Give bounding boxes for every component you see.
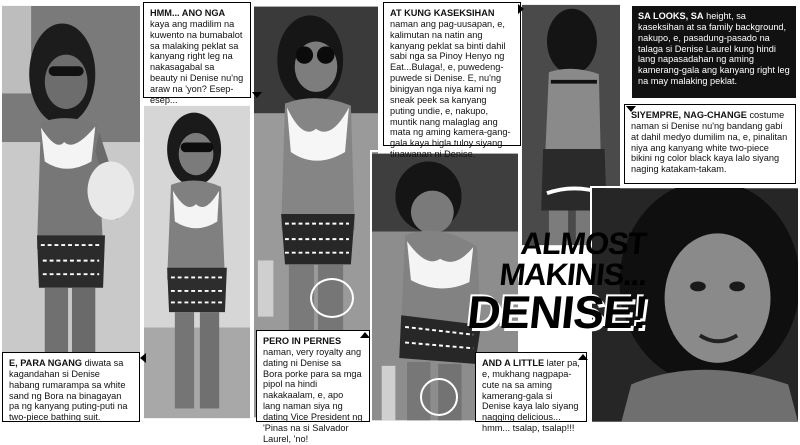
pointer-triangle-icon	[578, 354, 588, 360]
caption-top-center	[383, 2, 521, 160]
caption-top-right-lead: SA LOOKS, SA	[638, 11, 704, 21]
caption-bottom-mid-body: later pa, e, mukhang nagpapa-cute na sa aming kamerang-gala si Denise kaya lalo siyang nagging delicious... hmm... tsalap, tsalap!!!	[482, 358, 580, 434]
caption-bottom-center-body: naman, very royalty ang dating ni Denise sa Bora porke para sa mga pipol na hindi nakakaalam, e, apo lang naman siya ng dating Vice President ng 'Pinas na si Salvador Laurel, 'no!	[263, 346, 363, 444]
caption-right-middle	[624, 104, 796, 184]
headline-line1: ALMOST	[519, 226, 648, 261]
pointer-triangle-icon	[252, 92, 262, 98]
scar-highlight-circle-2	[420, 378, 458, 416]
caption-bottom-left-body: diwata sa kagandahan si Denise habang rumarampa sa white sand ng Bora na binagayan pa ng kanyang puting-puti na two-piece bathing suit.	[9, 358, 128, 423]
caption-top-right	[632, 6, 796, 98]
caption-bottom-left-lead: E, PARA NGANG	[9, 358, 82, 368]
photo-standing-sunglasses	[142, 100, 252, 424]
pointer-triangle-icon	[518, 4, 524, 14]
caption-bottom-center-lead: PERO IN PERNES	[263, 336, 342, 346]
photo-standing-sunglasses-image	[144, 102, 250, 422]
pointer-triangle-icon	[140, 353, 146, 363]
caption-right-middle-body: costume naman si Denise nu'ng bandang gabi at dahil medyo dumilim na, e, pinalitan niya ang kanyang white two-piece bikini ng color black kaya lalo siyang naging katakam-takam.	[631, 110, 788, 175]
caption-top-left-body: kaya ang madilim na kuwento na bumabalot sa malaking peklat sa kanyang right leg na nakasagabal sa beauty ni Denise nu'ng araw na 'yon? Esep-esep...	[150, 18, 244, 105]
pointer-triangle-icon	[360, 332, 370, 338]
pointer-triangle-icon	[626, 106, 636, 112]
caption-bottom-mid-lead: AND A LITTLE	[482, 358, 545, 368]
caption-bottom-left	[2, 352, 140, 422]
caption-top-center-body: naman ang pag-uusapan, e, kalimutan na natin ang kanyang peklat sa binti dahil sabi nga sa Pinoy Henyo ng Eat...Bulaga!, e, puwedeng-puwede si Denise. E, nu'ng binigyan nga niya kami ng sneak peek sa kanyang puting undie, e, nakupo, muntik nang malaglag ang mata ng aming kamera-gang-gala kaya bigla tuloy siyang tinawanan ni Denise.	[390, 18, 511, 160]
caption-bottom-mid	[475, 352, 587, 434]
headline-line2: MAKINIS...	[497, 257, 649, 292]
caption-top-left	[143, 2, 251, 105]
headline	[449, 226, 656, 338]
caption-top-center-lead: AT KUNG KASEKSIHAN	[390, 8, 495, 18]
scar-highlight-circle	[310, 278, 354, 318]
headline-line3: DENISE!	[465, 286, 651, 338]
caption-top-left-lead: HMM... ANO NGA	[150, 8, 226, 18]
caption-right-middle-lead: SIYEMPRE, NAG-CHANGE	[631, 110, 747, 120]
caption-top-right-body: height, sa kaseksihan at sa family background, nakupo, e, pasadung-pasado na talaga si Denise Laurel kung hindi lang napasadahan ng aming kamerang-gala ang kanyang right leg na may malaking peklat.	[638, 11, 790, 87]
caption-bottom-center	[256, 330, 370, 444]
